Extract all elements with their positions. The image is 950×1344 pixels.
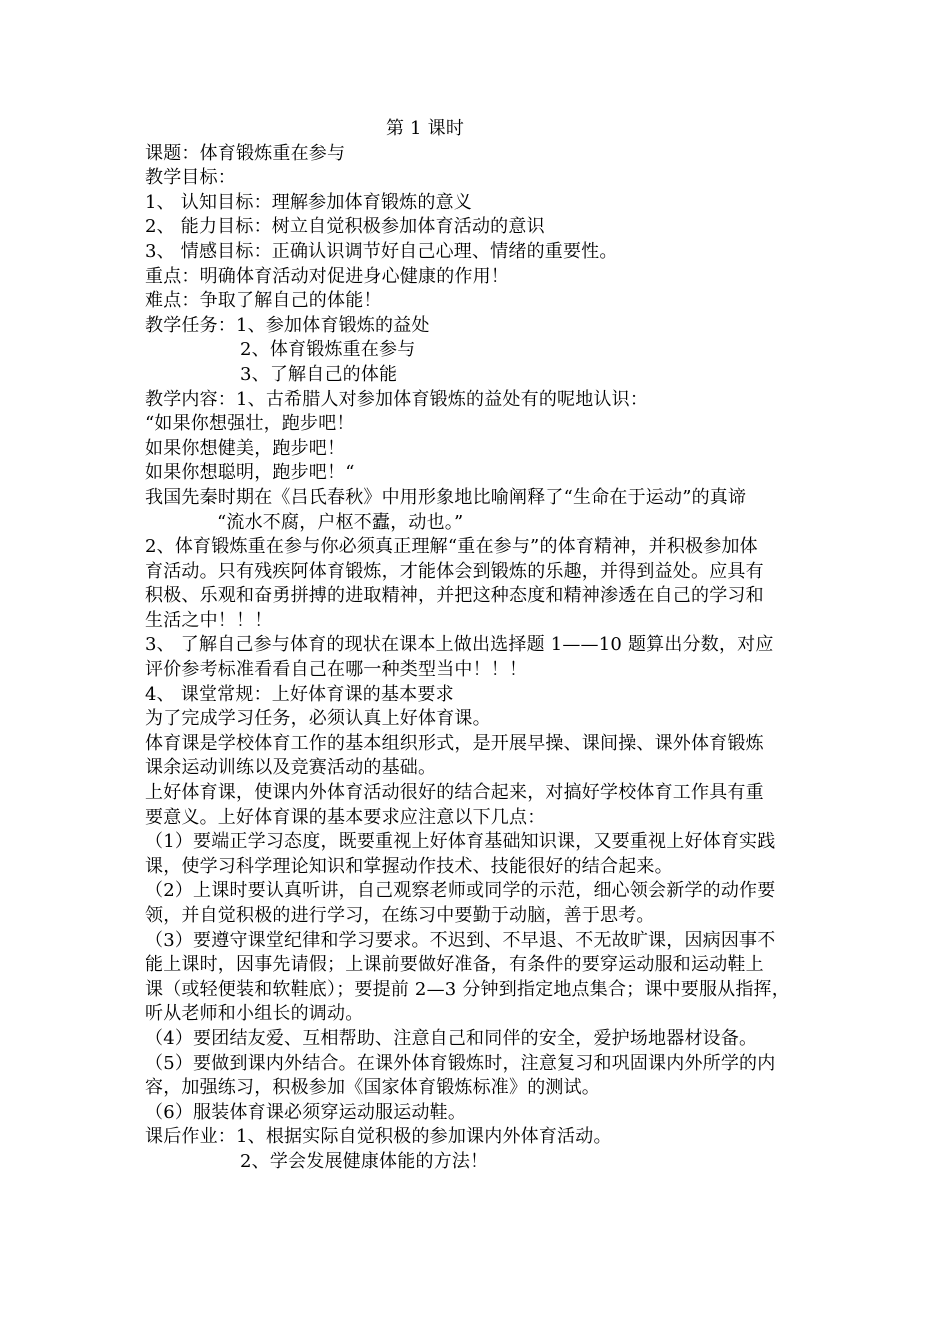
requirement-2: [145, 879, 825, 928]
paragraph-line: （5）要做到课内外结合。在课外体育锻炼时，注意复习和巩固课内外所学的内: [145, 1052, 776, 1074]
paragraph-line: 3、 了解自己参与体育的现状在课本上做出选择题 1——10 题算出分数，对应: [145, 634, 774, 656]
paragraph-line: 领，并自觉积极的进行学习，在练习中要勤于动脑，善于思考。: [145, 905, 655, 926]
paragraph-line: （3）要遵守课堂纪律和学习要求。不迟到、不早退、不无故旷课，因病因事不: [145, 929, 776, 951]
pe-class-paragraph: [145, 732, 825, 781]
content-first: 教学内容：1、古希腊人对参加体育锻炼的益处有的呢地认识：: [145, 388, 649, 410]
paragraph-line: 课，使学习科学理论知识和掌握动作技术、技能很好的结合起来。: [145, 855, 673, 877]
difficult-point: 难点：争取了解自己的体能！: [145, 290, 382, 312]
paragraph-line: （1）要端正学习态度，既要重视上好体育基础知识课，又要重视上好体育实践: [145, 831, 776, 853]
tasks-first: 教学任务：1、参加体育锻炼的益处: [145, 314, 430, 336]
requirement-5: [145, 1052, 825, 1101]
lesson-title: 第 1 课时: [385, 118, 465, 139]
quote-line: 如果你想健美，跑步吧！: [145, 437, 346, 459]
paragraph-line: 积极、乐观和奋勇拼搏的进取精神，并把这种态度和精神渗透在自己的学习和: [145, 585, 764, 607]
key-point: 重点：明确体育活动对促进身心健康的作用！: [145, 265, 509, 287]
requirement-1: [145, 830, 825, 879]
requirement-6: （6）服装体育课必须穿运动服运动鞋。: [145, 1101, 467, 1123]
paragraph-line: 课（或轻便装和软鞋底）；要提前 2—3 分钟到指定地点集合；课中要服从指挥，: [145, 978, 790, 1000]
requirement-4: （4）要团结友爱、互相帮助、注意自己和同伴的安全，爱护场地器材设备。: [145, 1027, 758, 1049]
china-line: 我国先秦时期在《吕氏春秋》中用形象地比喻阐释了“生命在于运动”的真谛: [145, 486, 747, 508]
paragraph-line: 育活动。只有残疾阿体育锻炼，才能体会到锻炼的乐趣，并得到益处。应具有: [145, 560, 764, 582]
task-item: 3、了解自己的体能: [240, 363, 398, 385]
purpose-line: 为了完成学习任务，必须认真上好体育课。: [145, 708, 491, 730]
point4-heading: 4、 课堂常规：上好体育课的基本要求: [145, 683, 454, 705]
paragraph-line: 容，加强练习，积极参加《国家体育锻炼标准》的测试。: [145, 1077, 600, 1099]
paragraph-line: 评价参考标准看看自己在哪一种类型当中！！！: [145, 659, 528, 681]
document-page: [145, 117, 825, 1175]
china-quote: “流水不腐，户枢不蠹，动也。”: [217, 511, 464, 533]
requirement-3: [145, 929, 825, 1027]
paragraph-line: 上好体育课，使课内外体育活动很好的结合起来，对搞好学校体育工作具有重: [145, 782, 764, 804]
paragraph-line: 体育课是学校体育工作的基本组织形式，是开展早操、课间操、课外体育锻炼: [145, 732, 764, 754]
homework-first: 课后作业：1、根据实际自觉积极的参加课内外体育活动。: [145, 1126, 612, 1148]
goals-heading: 教学目标：: [145, 167, 236, 189]
quote-line: 如果你想聪明，跑步吧！“: [145, 462, 355, 484]
paragraph-line: 2、体育锻炼重在参与你必须真正理解“重在参与”的体育精神，并积极参加体: [145, 536, 758, 558]
paragraph-line: 课余运动训练以及竞赛活动的基础。: [145, 757, 437, 779]
paragraph-line: （2）上课时要认真听讲，自己观察老师或同学的示范，细心领会新学的动作要: [145, 880, 776, 902]
task-item: 2、体育锻炼重在参与: [240, 339, 416, 361]
goal-item: 3、 情感目标：正确认识调节好自己心理、情绪的重要性。: [145, 240, 618, 262]
paragraph-line: 要意义。上好体育课的基本要求应注意以下几点：: [145, 806, 546, 828]
quote-line: “如果你想强壮，跑步吧！: [145, 413, 355, 435]
good-class-paragraph: [145, 781, 825, 830]
point2-paragraph: [145, 535, 825, 633]
paragraph-line: 生活之中！！！: [145, 609, 273, 631]
goal-item: 1、 认知目标：理解参加体育锻炼的意义: [145, 191, 472, 213]
homework-item: 2、学会发展健康体能的方法！: [240, 1150, 489, 1172]
goal-item: 2、 能力目标：树立自觉积极参加体育活动的意识: [145, 216, 545, 238]
paragraph-line: 听从老师和小组长的调动。: [145, 1003, 364, 1025]
lesson-topic: 课题：体育锻炼重在参与: [145, 142, 346, 164]
paragraph-line: 能上课时，因事先请假；上课前要做好准备，有条件的要穿运动服和运动鞋上: [145, 954, 764, 976]
point3-paragraph: [145, 633, 825, 682]
